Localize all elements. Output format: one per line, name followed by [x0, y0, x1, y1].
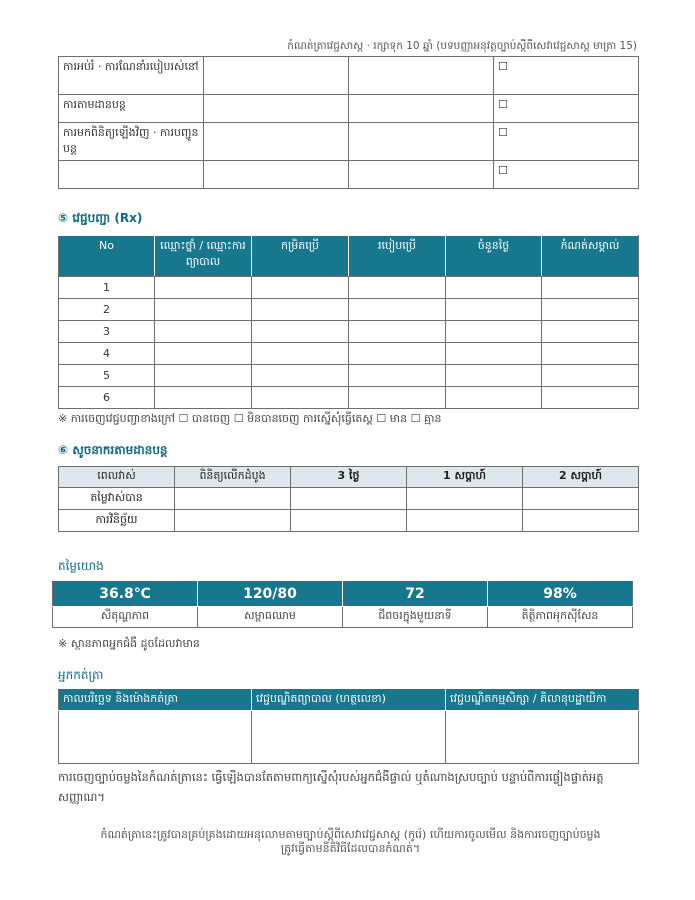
table-row	[59, 343, 639, 365]
table-cell[interactable]	[252, 299, 349, 321]
column-header: No	[59, 236, 155, 277]
checkbox[interactable]	[494, 57, 639, 95]
row-label: ការអប់រំ · ការណែនាំរបៀបរស់នៅ	[59, 57, 204, 95]
row-label: តម្លៃវាស់បាន	[59, 488, 175, 510]
table-cell[interactable]	[407, 488, 523, 510]
intern-nurse-field[interactable]	[446, 711, 639, 764]
followup-title: ⑥ សូចនាករតាមដានបន្ត	[58, 443, 168, 457]
table-cell[interactable]	[542, 343, 639, 365]
table-cell[interactable]	[155, 387, 252, 409]
table-cell[interactable]	[204, 57, 349, 95]
care-table	[58, 56, 639, 189]
table-cell[interactable]	[252, 277, 349, 299]
row-number: 2	[59, 299, 155, 321]
table-cell[interactable]	[155, 277, 252, 299]
row-number: 1	[59, 277, 155, 299]
header-note: កំណត់ត្រាវេជ្ជសាស្ត · រក្សាទុក 10 ឆ្នាំ (បទបញ្ញាអនុវត្តច្បាប់ស្ដីពីសេវាវេជ្ជសាស្ត មាត្រា 15)	[287, 40, 637, 52]
reference-table	[52, 581, 633, 628]
table-row	[59, 488, 639, 510]
table-row	[59, 277, 639, 299]
table-cell[interactable]	[446, 387, 542, 409]
temperature-label: សីតុណ្ហភាព	[53, 607, 198, 628]
pulse-label: ជីពចរក្នុងមួយនាទី	[343, 607, 488, 628]
table-cell[interactable]	[446, 365, 542, 387]
temperature-value: 36.8℃	[53, 582, 198, 607]
rx-table	[58, 235, 639, 409]
reference-labels-row	[53, 607, 633, 628]
recorder-title: អ្នកកត់ត្រា	[58, 668, 104, 682]
row-label: ការវិនិច្ឆ័យ	[59, 510, 175, 532]
table-cell[interactable]	[175, 510, 291, 532]
table-row	[59, 510, 639, 532]
row-number: 5	[59, 365, 155, 387]
row-number: 4	[59, 343, 155, 365]
recorder-table	[58, 689, 639, 764]
table-cell[interactable]	[349, 365, 446, 387]
table-cell[interactable]	[542, 277, 639, 299]
table-cell[interactable]	[349, 321, 446, 343]
column-header: វេជ្ជបណ្ឌិតកម្មសិក្សា / គិលានុបដ្ឋាយិកា	[446, 690, 639, 711]
table-cell[interactable]	[407, 510, 523, 532]
table-row	[59, 711, 639, 764]
column-header: ពិនិត្យលើកដំបូង	[175, 467, 291, 488]
checkbox-icon: ☐	[498, 60, 508, 73]
column-header: កំណត់សម្គាល់	[542, 236, 639, 277]
table-cell[interactable]	[252, 321, 349, 343]
rx-title: ⑤ វេជ្ជបញ្ជា (Rx)	[58, 211, 143, 225]
footer-line-2: ត្រូវធ្វើតាមនីតិវិធីដែលបានកំណត់។	[280, 842, 421, 855]
table-cell[interactable]	[291, 488, 407, 510]
checkbox-icon: ☐	[498, 164, 508, 177]
table-cell[interactable]	[542, 299, 639, 321]
row-label	[59, 161, 204, 189]
table-cell[interactable]	[291, 510, 407, 532]
column-header: ពេលវាស់	[59, 467, 175, 488]
table-cell[interactable]	[446, 277, 542, 299]
checkbox[interactable]	[494, 123, 639, 161]
column-header: 1 សប្ដាហ៍	[407, 467, 523, 488]
column-header: កាលបរិច្ឆេទ និងម៉ោងកត់ត្រា	[59, 690, 252, 711]
record-datetime-field[interactable]	[59, 711, 252, 764]
followup-table	[58, 466, 639, 532]
table-cell[interactable]	[446, 321, 542, 343]
table-cell[interactable]	[155, 343, 252, 365]
recorder-header-row	[59, 690, 639, 711]
column-header: 2 សប្ដាហ៍	[523, 467, 639, 488]
table-cell[interactable]	[349, 161, 494, 189]
row-label: ការតាមដានបន្ត	[59, 95, 204, 123]
reference-title: តម្លៃយោង	[58, 559, 104, 573]
table-cell[interactable]	[542, 365, 639, 387]
table-row	[59, 387, 639, 409]
table-cell[interactable]	[523, 510, 639, 532]
column-header: ចំនួនថ្ងៃ	[446, 236, 542, 277]
table-cell[interactable]	[204, 95, 349, 123]
footer-line-1: កំណត់ត្រានេះត្រូវបានគ្រប់គ្រងដោយអនុលោមតាមច្បាប់ស្ដីពីសេវាវេជ្ជសាស្ត (កូរ៉េ) ហើយការចូលមើល និងការចេញច្បាប់ចម្លង	[100, 828, 601, 841]
blood-pressure-label: សម្ពាធឈាម	[198, 607, 343, 628]
table-row	[59, 299, 639, 321]
table-cell[interactable]	[446, 343, 542, 365]
table-row	[59, 57, 639, 95]
row-number: 3	[59, 321, 155, 343]
table-cell[interactable]	[542, 387, 639, 409]
checkbox-icon: ☐	[498, 98, 508, 111]
table-cell[interactable]	[349, 57, 494, 95]
table-cell[interactable]	[252, 387, 349, 409]
table-row	[59, 95, 639, 123]
checkbox[interactable]	[494, 161, 639, 189]
column-header: 3 ថ្ងៃ	[291, 467, 407, 488]
row-label: ការមកពិនិត្យឡើងវិញ · ការបញ្ជូនបន្ត	[59, 123, 204, 161]
reference-values-row	[53, 582, 633, 607]
checkbox[interactable]	[494, 95, 639, 123]
row-number: 6	[59, 387, 155, 409]
table-cell[interactable]	[542, 321, 639, 343]
table-cell[interactable]	[349, 123, 494, 161]
blood-pressure-value: 120/80	[198, 582, 343, 607]
table-cell[interactable]	[252, 365, 349, 387]
column-header: កម្រិតប្រើ	[252, 236, 349, 277]
table-cell[interactable]	[155, 321, 252, 343]
table-cell[interactable]	[523, 488, 639, 510]
oxygen-saturation-value: 98%	[488, 582, 633, 607]
oxygen-saturation-label: តិត្ថិភាពអុកស៊ីសែន	[488, 607, 633, 628]
reference-note: ※ ស្ថានភាពអ្នកជំងឺ ដូចដែលវាមាន	[58, 637, 200, 650]
pulse-value: 72	[343, 582, 488, 607]
column-header: វេជ្ជបណ្ឌិតព្យាបាល (ហត្ថលេខា)	[252, 690, 446, 711]
table-cell[interactable]	[349, 95, 494, 123]
table-cell[interactable]	[446, 299, 542, 321]
table-row	[59, 123, 639, 161]
column-header: ឈ្មោះថ្នាំ / ឈ្មោះការព្យាបាល	[155, 236, 252, 277]
table-row	[59, 321, 639, 343]
column-header: របៀបប្រើ	[349, 236, 446, 277]
table-cell[interactable]	[204, 161, 349, 189]
table-cell[interactable]	[349, 343, 446, 365]
table-cell[interactable]	[204, 123, 349, 161]
table-row	[59, 365, 639, 387]
footer	[58, 828, 643, 856]
table-cell[interactable]	[252, 343, 349, 365]
checkbox-icon: ☐	[498, 126, 508, 139]
table-cell[interactable]	[349, 387, 446, 409]
table-row	[59, 161, 639, 189]
followup-header-row	[59, 467, 639, 488]
table-cell[interactable]	[349, 299, 446, 321]
table-cell[interactable]	[175, 488, 291, 510]
attending-doctor-signature-field[interactable]	[252, 711, 446, 764]
copy-policy-paragraph: ការចេញច្បាប់ចម្លងនៃកំណត់ត្រានេះ ធ្វើឡើងបានតែតាមពាក្យស្នើសុំរបស់អ្នកជំងឺផ្ទាល់ ឬតំណាងស្របច្បាប់ បន្ទាប់ពីការផ្ទៀងផ្ទាត់អត្តសញ្ញាណ។	[58, 770, 604, 804]
rx-header-row	[59, 236, 639, 277]
table-cell[interactable]	[349, 277, 446, 299]
table-cell[interactable]	[155, 365, 252, 387]
rx-note: ※ ការចេញវេជ្ជបញ្ជាខាងក្រៅ ☐ បានចេញ ☐ មិនបានចេញ ការស្នើសុំធ្វើតេស្ត ☐ មាន ☐ គ្មាន	[58, 412, 442, 425]
table-cell[interactable]	[155, 299, 252, 321]
